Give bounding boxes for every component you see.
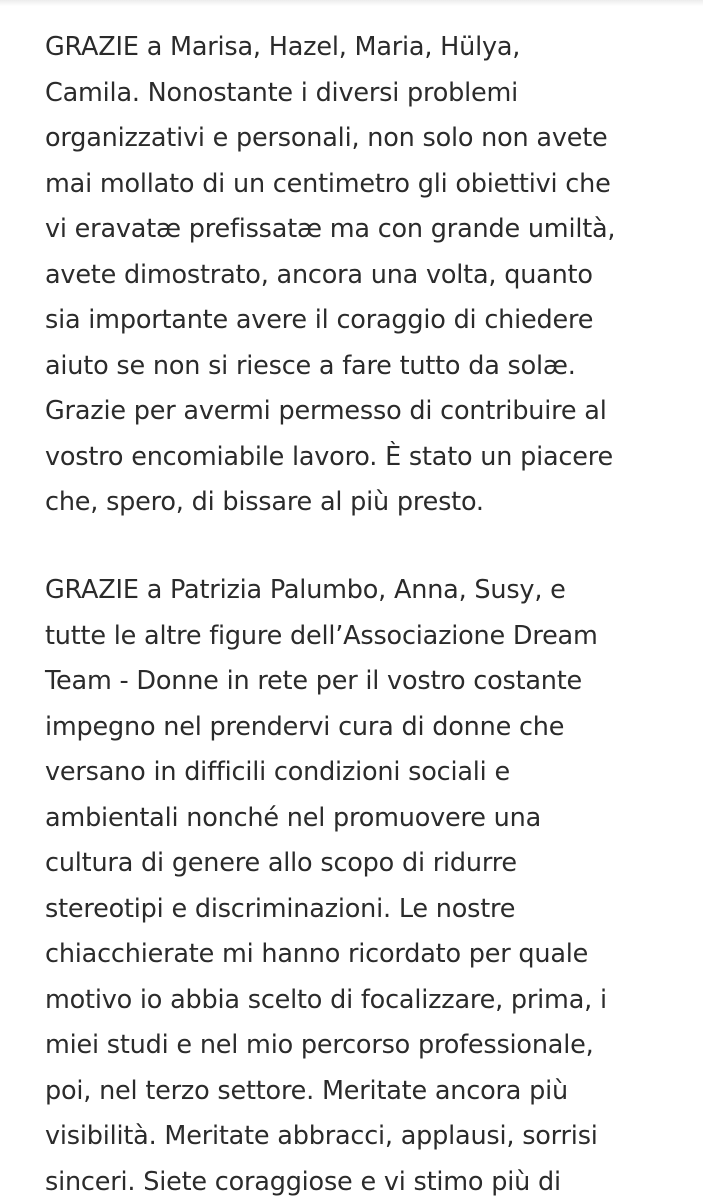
text-line: organizzativi e personali, non solo non avete bbox=[45, 123, 608, 153]
text-line: avete dimostrato, ancora una volta, quanto bbox=[45, 259, 593, 290]
text-line: GRAZIE a Marisa, Hazel, Maria, Hülya, bbox=[45, 32, 521, 62]
text-line: vostro encomiabile lavoro. È stato un piacere bbox=[45, 441, 613, 472]
text-line: aiuto se non si riesce a fare tutto da solæ. bbox=[45, 350, 576, 381]
text-line: GRAZIE a Patrizia Palumbo, Anna, Susy, e bbox=[45, 575, 566, 605]
text-line: miei studi e nel mio percorso professionale, bbox=[45, 1030, 594, 1060]
text-line: stereotipi e discriminazioni. Le nostre bbox=[45, 893, 516, 924]
text-line: Grazie per avermi permesso di contribuire al bbox=[45, 396, 607, 426]
text-line: versano in difficili condizioni sociali e bbox=[45, 757, 510, 787]
top-divider bbox=[0, 0, 703, 6]
text-line: chiacchierate mi hanno ricordato per quale bbox=[45, 939, 589, 969]
text-line: visibilità. Meritate abbracci, applausi, sorrisi bbox=[45, 1121, 598, 1151]
text-line: sia importante avere il coraggio di chiedere bbox=[45, 305, 594, 335]
text-line: sinceri. Siete coraggiose e vi stimo più di bbox=[45, 1166, 561, 1197]
text-line: impegno nel prendervi cura di donne che bbox=[45, 711, 565, 742]
text-line: vi eravatæ prefissatæ ma con grande umiltà, bbox=[45, 214, 616, 244]
text-line: tutte le altre figure dell’Associazione Dream bbox=[45, 620, 598, 651]
text-line: ambientali nonché nel promuovere una bbox=[45, 802, 541, 833]
text-line: mai mollato di un centimetro gli obiettivi che bbox=[45, 168, 611, 199]
thanks-paragraph-1 bbox=[45, 25, 695, 526]
text-line: motivo io abbia scelto di focalizzare, prima, i bbox=[45, 984, 607, 1015]
text-line: Camila. Nonostante i diversi problemi bbox=[45, 77, 518, 108]
thanks-paragraph-2 bbox=[45, 568, 695, 1200]
text-line: Team - Donne in rete per il vostro costante bbox=[45, 666, 583, 696]
text-line: poi, nel terzo settore. Meritate ancora più bbox=[45, 1075, 568, 1106]
text-line: che, spero, di bissare al più presto. bbox=[45, 487, 484, 517]
text-line: cultura di genere allo scopo di ridurre bbox=[45, 848, 517, 878]
